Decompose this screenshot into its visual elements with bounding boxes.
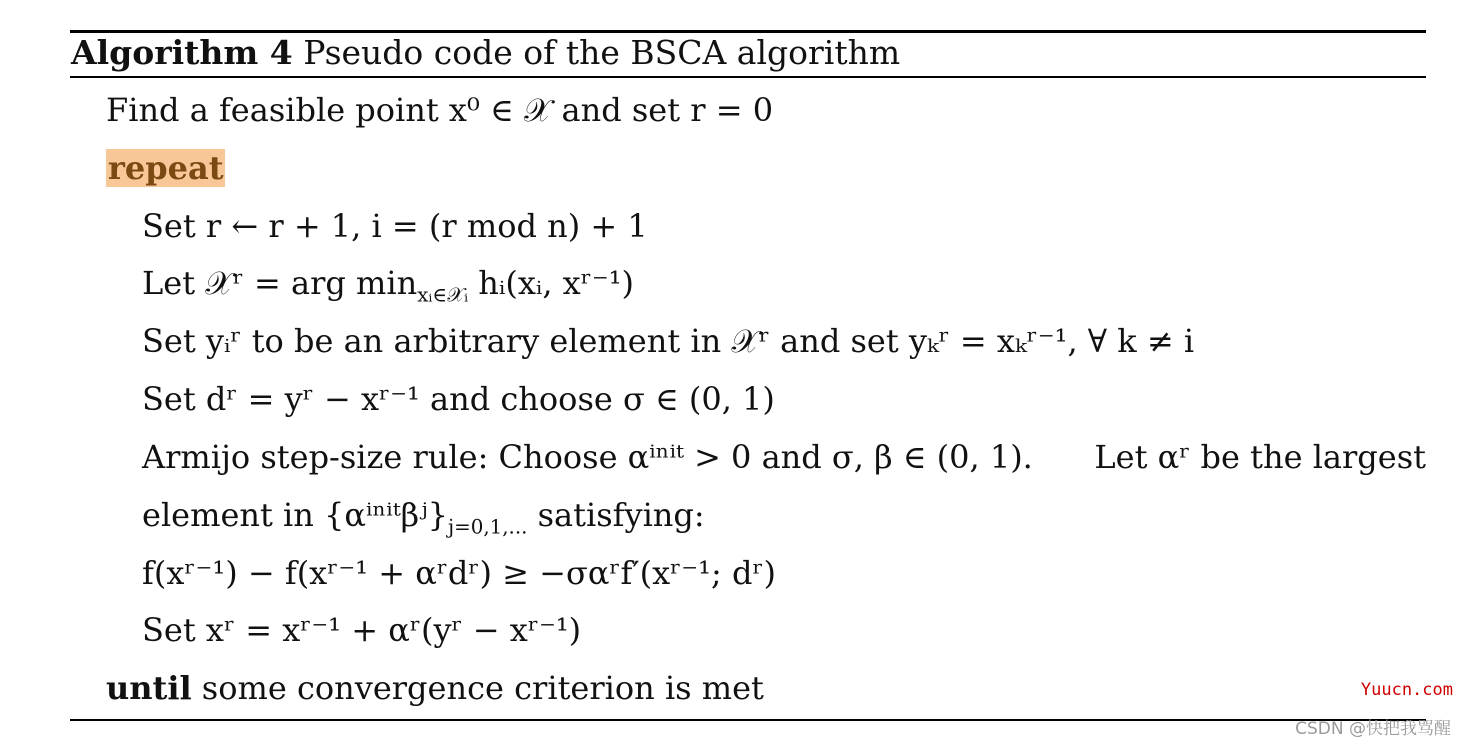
site-watermark: Yuucn.com [1360, 680, 1453, 700]
init-line: Find a feasible point x⁰ ∈ 𝒳 and set r = 0 [106, 91, 774, 129]
until-line [106, 668, 764, 708]
repeat-keyword-line [106, 148, 225, 188]
armijo-set-subscript: j=0,1,... [447, 515, 528, 539]
argmin-text: Let 𝒳ʳ = arg min [142, 264, 418, 302]
argmin-tail: hᵢ(xᵢ, xʳ⁻¹) [468, 264, 635, 302]
until-keyword: until [106, 669, 192, 707]
armijo-set-line [142, 495, 705, 539]
argmin-subscript: xᵢ∈𝒳ᵢ [417, 283, 469, 307]
update-line: Set xʳ = xʳ⁻¹ + αʳ(yʳ − xʳ⁻¹) [142, 611, 582, 649]
armijo-set-tail: satisfying: [527, 496, 705, 534]
armijo-condition-line: f(xʳ⁻¹) − f(xʳ⁻¹ + αʳdʳ) ≥ −σαʳf′(xʳ⁻¹; dʳ) [142, 554, 777, 592]
step-direction-line: Set dʳ = yʳ − xʳ⁻¹ and choose σ ∈ (0, 1) [142, 380, 775, 418]
step-increment-line: Set r ← r + 1, i = (r mod n) + 1 [142, 207, 648, 245]
credit-watermark: CSDN @快把我骂醒 [1295, 719, 1451, 739]
repeat-keyword: repeat [108, 149, 224, 187]
until-text: some convergence criterion is met [191, 669, 764, 707]
algorithm-caption [71, 33, 900, 73]
bottom-rule [70, 719, 1426, 721]
armijo-rule-line [142, 437, 1426, 477]
armijo-rule-text-2: Let αʳ be the largest [1094, 438, 1426, 476]
step-select-line: Set yᵢʳ to be an arbitrary element in 𝒳ʳ and set yₖʳ = xₖʳ⁻¹, ∀ k ≠ i [142, 322, 1195, 360]
armijo-rule-text: Armijo step-size rule: Choose αⁱⁿⁱᵗ > 0 and σ, β ∈ (0, 1). [142, 438, 1033, 476]
algorithm-label: Algorithm 4 [71, 33, 293, 72]
caption-rule [70, 76, 1426, 78]
step-argmin-line [142, 263, 635, 307]
algorithm-title: Pseudo code of the BSCA algorithm [303, 33, 901, 72]
armijo-set-text: element in {αⁱⁿⁱᵗβʲ} [142, 496, 448, 534]
